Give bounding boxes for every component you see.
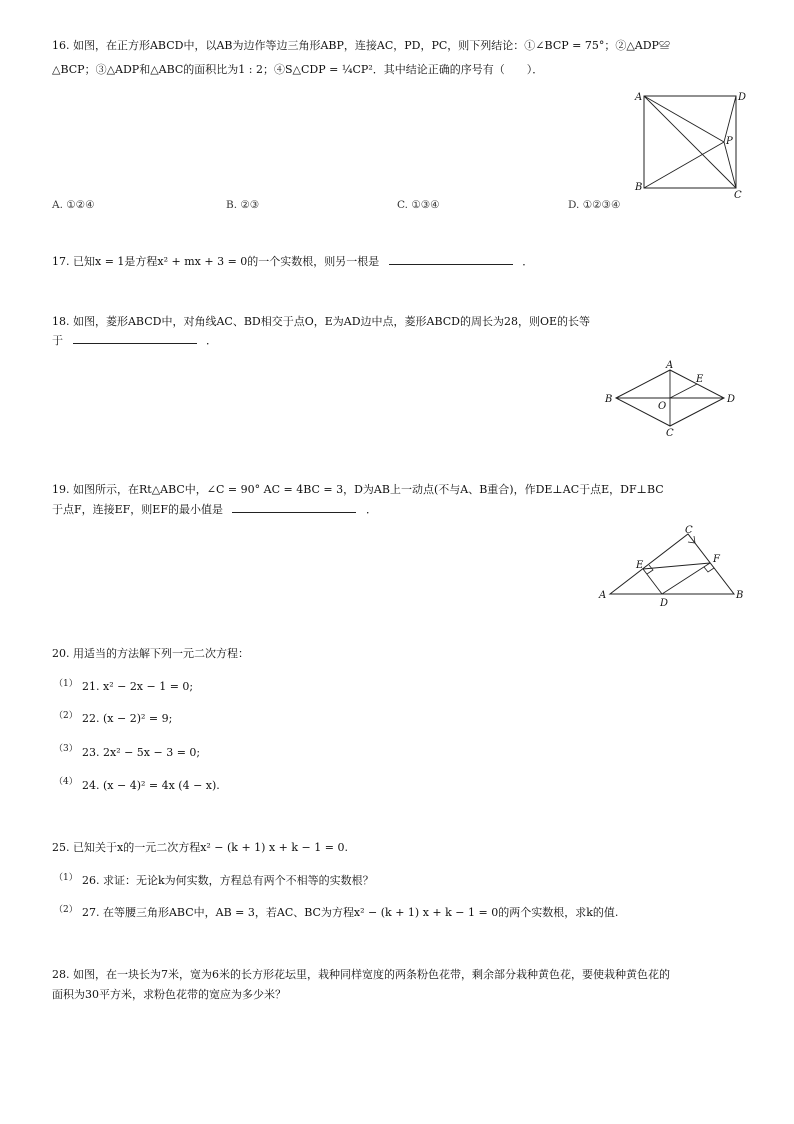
q20-equation-1: 21. x² − 2x − 1 = 0; <box>82 680 194 693</box>
q28-text-line2: 面积为30平方米，求粉色花带的宽应为多少米？ <box>52 988 286 1001</box>
q25-subnumber-2: （2） <box>54 905 78 915</box>
q19-text-line2-before: 于点F，连接EF，则EF的最小值是 <box>52 503 223 516</box>
q25-question-26: 26. 求证：无论k为何实数，方程总有两个不相等的实数根？ <box>82 874 374 887</box>
q18-label-e: E <box>696 374 704 385</box>
q18-label-d: D <box>727 394 736 405</box>
q19-text-line1: 19. 如图所示，在Rt△ABC中，∠C = 90° AC = 4BC = 3，D为AB上一动点(不与A、B重合)，作DE⊥AC于点E，DF⊥BC <box>52 483 664 496</box>
q25-question-27: 27. 在等腰三角形ABC中，AB = 3，若AC、BC为方程x² − (k + 1) x + k − 1 = 0的两个实数根，求k的值. <box>82 906 619 919</box>
q18-text-line2-before: 于 <box>52 334 63 347</box>
q16-option-d: D. ①②③④ <box>568 199 621 211</box>
q18-text-line1: 18. 如图，菱形ABCD中，对角线AC、BD相交于点O，E为AD边中点，菱形ABCD的周长为28，则OE的长等 <box>52 315 591 328</box>
q19-label-c: C <box>685 525 693 536</box>
q16-text-line2: △BCP；③△ADP和△ABC的面积比为1 : 2；④S△CDP = ¼CP²．其中结论正确的序号有（ ）． <box>52 63 544 76</box>
q18-label-b: B <box>605 394 613 405</box>
q16-option-b: B. ②③ <box>226 199 260 211</box>
q20-equation-4: 24. (x − 4)² = 4x (4 − x). <box>82 779 220 792</box>
q18-label-o: O <box>658 401 667 412</box>
q16-square-figure <box>636 90 746 200</box>
q16-option-c: C. ①③④ <box>397 199 440 211</box>
q19-text-line2 <box>52 500 377 518</box>
q19-label-b: B <box>736 590 744 601</box>
q16-text-line1: 16. 如图，在正方形ABCD中，以AB为边作等边三角形ABP，连接AC，PD，PC，则下列结论：①∠BCP = 75°；②△ADP≌ <box>52 39 670 52</box>
q25-title: 25. 已知关于x的一元二次方程x² − (k + 1) x + k − 1 = 0. <box>52 841 348 854</box>
q17-text-before: 17. 已知x = 1是方程x² + mx + 3 = 0的一个实数根，则另一根是 <box>52 255 380 268</box>
q20-equation-2: 22. (x − 2)² = 9; <box>82 712 173 725</box>
q16-label-p: P <box>726 136 733 147</box>
q19-text-line2-after: ． <box>365 503 377 516</box>
q18-text-line2 <box>52 331 217 349</box>
q18-text-line2-after: ． <box>206 334 217 347</box>
q25-subnumber-1: （1） <box>54 873 78 883</box>
q19-label-a: A <box>599 590 607 601</box>
q16-label-d: D <box>738 92 747 103</box>
q19-label-e: E <box>636 560 644 571</box>
q18-label-c: C <box>666 428 674 439</box>
q20-subnumber-3: （3） <box>54 744 78 754</box>
q28-text-line1: 28. 如图，在一块长为7米，宽为6米的长方形花坛里，栽种同样宽度的两条粉色花带，剩余部分栽种黄色花，要使栽种黄色花的 <box>52 968 670 981</box>
q19-label-d: D <box>660 598 669 609</box>
q19-answer-blank[interactable] <box>232 500 356 513</box>
q17-text-after: ． <box>522 255 534 268</box>
q20-equation-3: 23. 2x² − 5x − 3 = 0; <box>82 746 201 759</box>
q16-option-a: A. ①②④ <box>52 199 95 211</box>
q16-label-c: C <box>734 190 742 201</box>
q17-answer-blank[interactable] <box>389 252 513 265</box>
q17-text <box>52 252 533 270</box>
q16-label-b: B <box>635 182 643 193</box>
q16-label-a: A <box>635 92 643 103</box>
q20-subnumber-1: （1） <box>54 679 78 689</box>
q18-label-a: A <box>666 360 674 371</box>
q20-title: 20. 用适当的方法解下列一元二次方程： <box>52 647 249 660</box>
q18-answer-blank[interactable] <box>73 331 197 344</box>
q19-triangle-figure <box>596 522 746 608</box>
q18-rhombus-figure <box>604 358 744 438</box>
q20-subnumber-4: （4） <box>54 777 78 787</box>
q20-subnumber-2: （2） <box>54 711 78 721</box>
q19-label-f: F <box>713 554 720 565</box>
